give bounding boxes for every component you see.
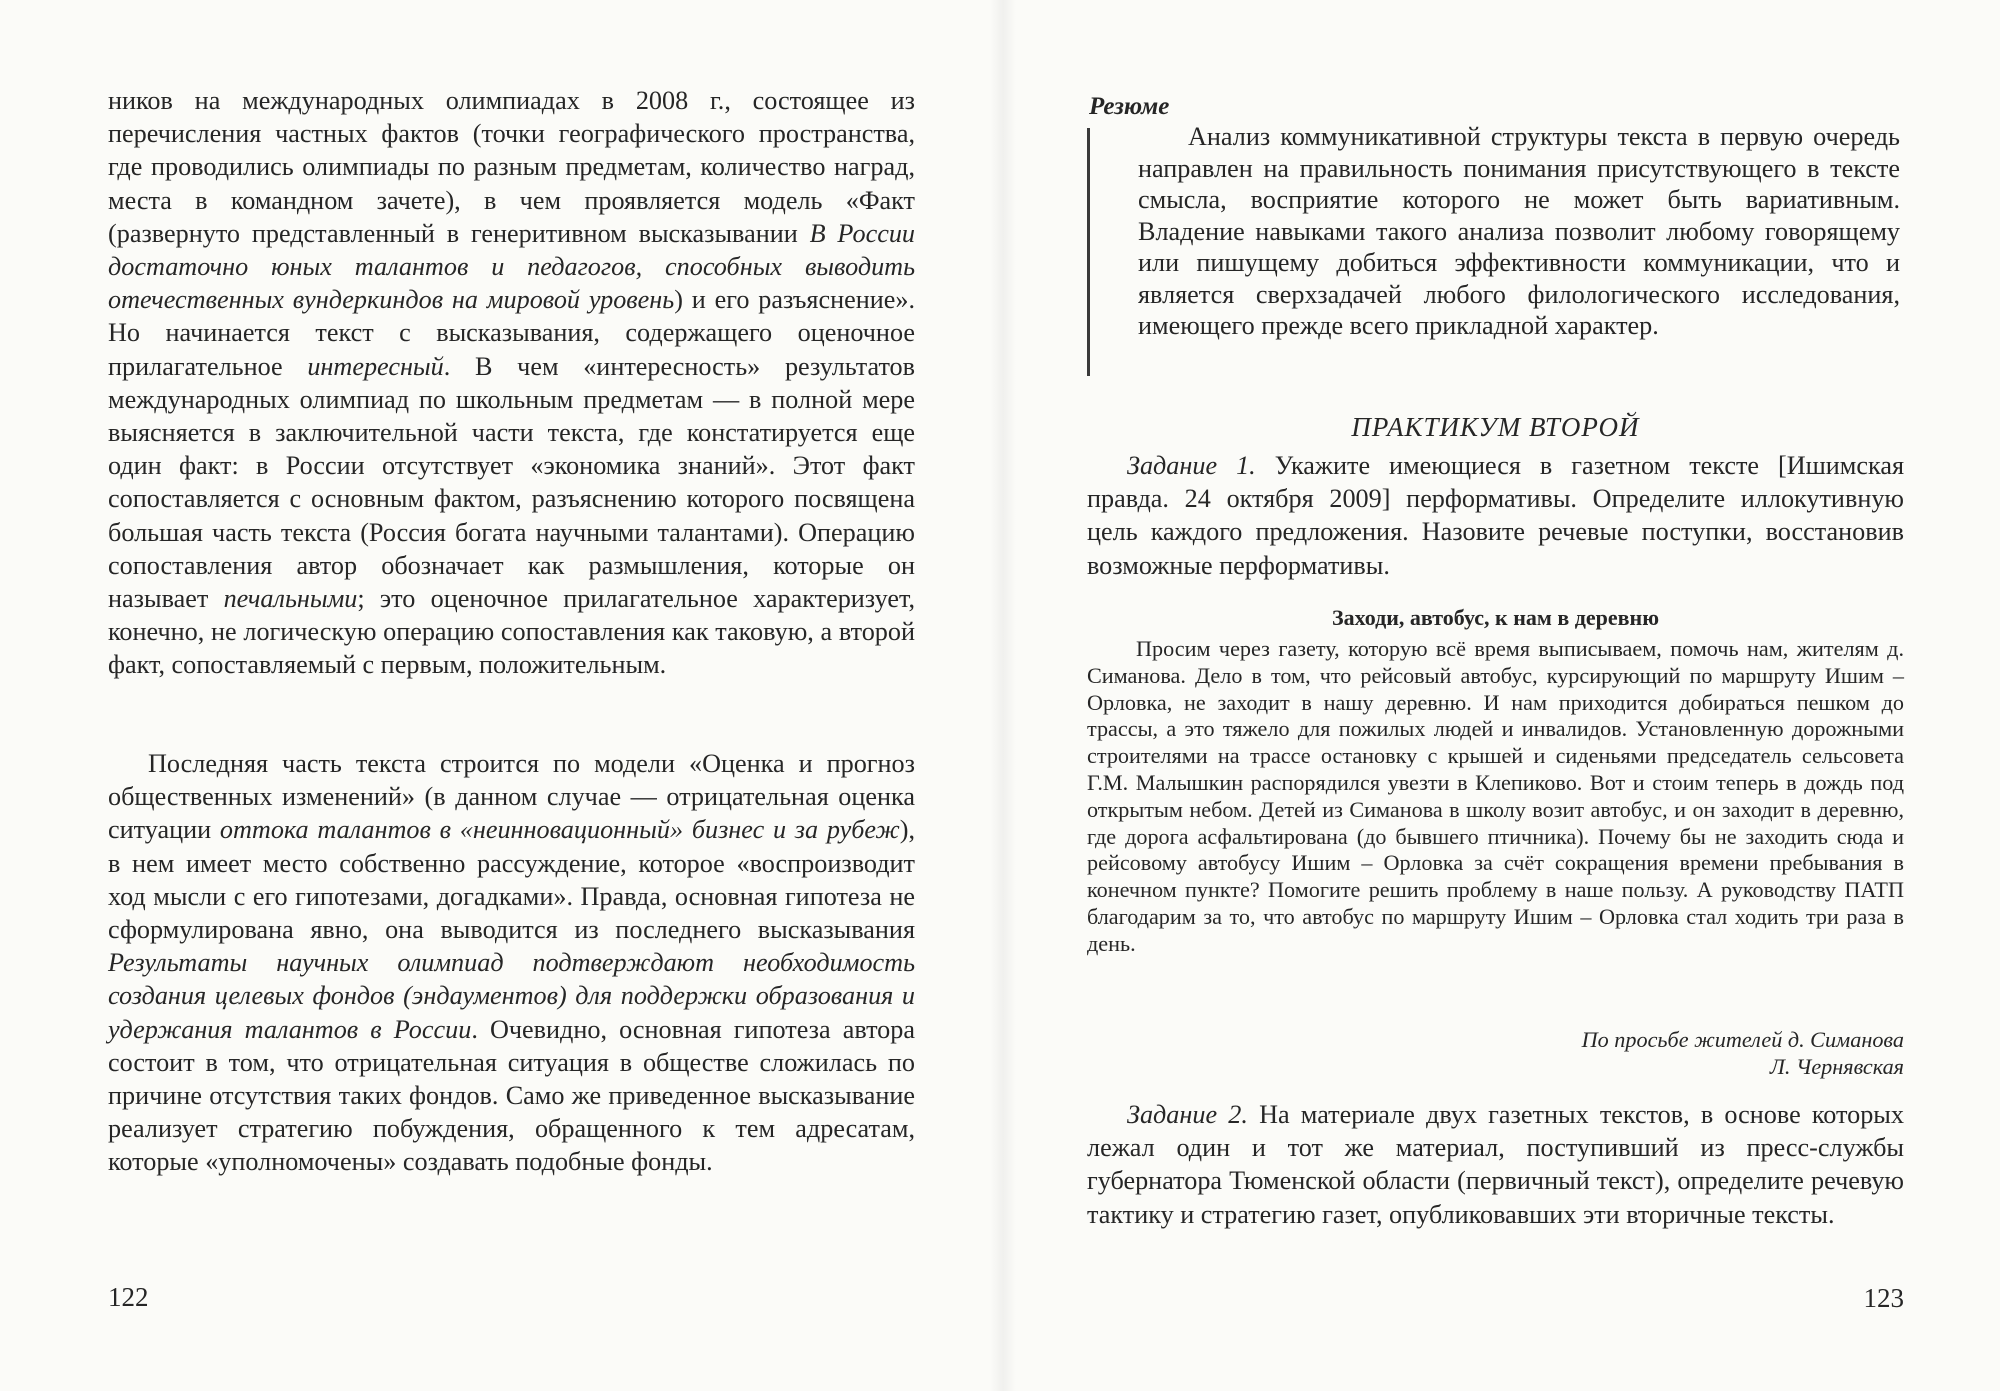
italic-quote: В России достаточно юных талантов и педагогов, способных выводить отечественных вундеркиндов на мировой уровень	[108, 218, 916, 315]
task-text: Укажите имеющиеся в газетном тексте [Ишимская правда. 24 октября 2009] перформативы. Определите иллокутивную цель каждого предложения. Назовите речевые поступки, восстановив возможные перформативы.	[1087, 451, 1904, 580]
text-run: . Очевидно, основная гипотеза автора состоит в том, что отрицательная ситуация в обществе сложилась по причине отсутствия таких фондов. Само же приведенное высказывание реализует стратегию побуждения, обращенного к тем адресатам, которые «уполномочены» создавать подобные фонды.	[108, 1014, 915, 1177]
summary-side-rule	[1087, 128, 1090, 376]
left-paragraph-1	[108, 84, 915, 682]
page-number: 122	[108, 1282, 149, 1312]
text-run: . В чем «интересность» результатов международных олимпиад по школьным предметам — в полной мере выясняется в заключительной части текста, где констатируется еще один факт: в России отсутствует «экономика знаний». Этот факт сопоставляется с основным фактом, разъяснению которого посвящена большая часть текста (Россия богата научными талантами). Операцию сопоставления автор обозначает как размышления, которые он называет	[108, 351, 915, 614]
italic-term: интересный	[307, 351, 444, 381]
section-title: ПРАКТИКУМ ВТОРОЙ	[1351, 412, 1640, 442]
summary-text: Анализ коммуникативной структуры текста в первую очередь направлен на правильность понимания присутствующего в тексте смысла, восприятие которого не может быть вариативным. Владение навыками такого анализа позволит любому говорящему или пишущему добиться эффективности коммуникации, что и является сверхзадачей любого филологического исследования, имеющего прежде всего прикладной характер.	[1138, 122, 1900, 340]
article-signature-line-2: Л. Чернявская	[1769, 1054, 1904, 1079]
text-run: ) и его разъяснение». Но начинается текст с высказывания, содержащего оценочное прилагательное	[108, 285, 916, 381]
page-number: 123	[1863, 1283, 1904, 1313]
italic-quote: Результаты научных олимпиад подтверждают необходимость создания целевых фондов (эндаументов) для поддержки образования и удержания талантов в России	[108, 948, 915, 1044]
text-run: Последняя часть текста строится по модели «Оценка и прогноз общественных изменений» (в данном случае — отрицательная оценка ситуации	[108, 749, 915, 845]
left-paragraph-2	[108, 747, 915, 1179]
text-run: ; это оценочное прилагательное характеризует, конечно, не логическую операцию сопоставления как таковую, а второй факт, сопоставляемый с первым, положительным.	[108, 584, 915, 680]
task-text: На материале двух газетных текстов, в основе которых лежал один и тот же материал, поступивший из пресс-службы губернатора Тюменской области (первичный текст), определите речевую тактику и стратегию газет, опубликовавших эти вторичные тексты.	[1087, 1100, 1904, 1229]
task-label: Задание 2.	[1127, 1100, 1248, 1129]
task-1	[1087, 449, 1904, 582]
italic-quote: оттока талантов в «неинновационный» бизнес и за рубеж	[219, 815, 900, 845]
text-run: ), в нем имеет место собственно рассуждение, которое «воспроизводит ход мысли с его гипотезами, догадками». Правда, основная гипотеза не сформулирована явно, она выводится из последнего высказывания	[108, 815, 915, 945]
summary-title: Резюме	[1089, 93, 1170, 120]
article-title: Заходи, автобус, к нам в деревню	[1331, 605, 1660, 630]
text-run: ников на международных олимпиадах в 2008 г., состоящее из перечисления частных фактов (точки географического пространства, где проводились олимпиады по разным предметам, количество наград, места в командном зачете), в чем проявляется модель «Факт (развернуто представленный в генеритивном высказывании	[108, 86, 915, 248]
article-body: Просим через газету, которую всё время выписываем, помочь нам, жителям д. Симанова. Дело в том, что рейсовый автобус, курсирующий по маршруту Ишим – Орловка, не заходит в нашу деревню. И нам приходится добираться пешком до трассы, а это тяжело для пожилых людей и инвалидов. Установленную дорожными строителями на трассе остановку с крышей и сиденьями председатель сельсовета Г.М. Малышкин распорядился увезти в Клепиково. Вот и стоим теперь в дождь под открытым небом. Детей из Симанова в школу возит автобус, и он заходит в деревню, где дорога асфальтирована (до бывшего птичника). Почему бы не заходить сюда и рейсовому автобусу Ишим – Орловка за счёт сокращения времени пребывания в конечном пункте? Помогите решить проблему в наше пользу. А руководству ПАТП благодарим за то, что автобус по маршруту Ишим – Орловка стал ходить три раза в день.	[1087, 636, 1904, 956]
task-2	[1087, 1098, 1904, 1231]
italic-term: печальными	[223, 584, 358, 614]
book-gutter	[990, 0, 1016, 1391]
article-signature-line-1: По просьбе жителей д. Симанова	[1581, 1027, 1904, 1052]
task-label: Задание 1.	[1127, 451, 1256, 480]
